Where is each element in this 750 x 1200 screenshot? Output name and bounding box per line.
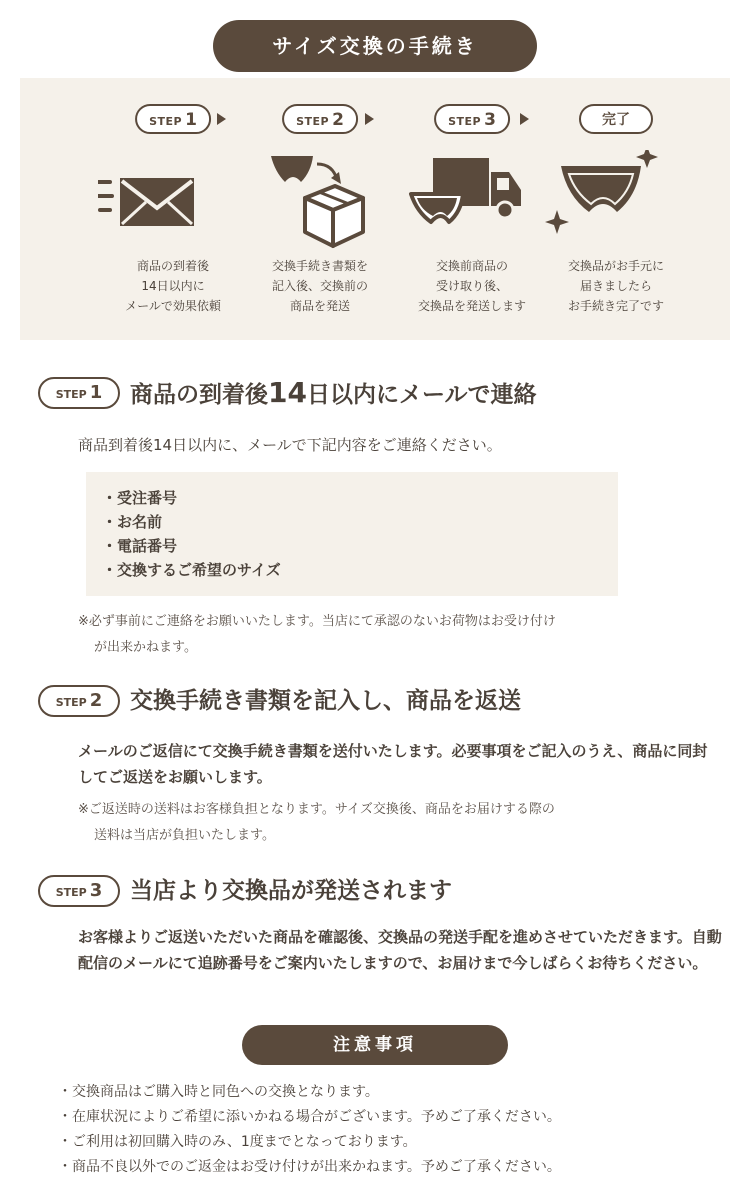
- step2-note: ※ご返送時の送料はお客様負担となります。サイズ交換後、商品をお届けする際の 送料は当店が負担いたします。: [78, 802, 555, 843]
- flow-step-3-description: 交換前商品の 受け取り後、 交換品を発送します: [417, 259, 526, 313]
- notice-list: [58, 1080, 738, 1180]
- truck-icon: [397, 150, 547, 250]
- notice-item: ・ご利用は初回購入時のみ、1度までとなっております。: [58, 1134, 417, 1150]
- flow-step-label: STEP: [448, 115, 482, 128]
- flow-arrow-icon: [217, 113, 226, 125]
- flow-step-3-badge: [434, 104, 510, 134]
- info-item: ・交換するご希望のサイズ: [102, 561, 281, 579]
- info-item: ・電話番号: [102, 537, 178, 555]
- flow-arrow-icon: [365, 113, 374, 125]
- step3-body: お客様よりご返送いただいた商品を確認後、交換品の発送手配を進めさせていただきます。自動配信のメールにて追跡番号をご案内いたしますので、お届けまで今しばらくお待ちください。: [78, 928, 722, 972]
- flow-step-complete: [541, 78, 691, 340]
- step1-title: 商品の到着後14日以内にメールで連絡: [130, 376, 537, 409]
- step1-body: 商品到着後14日以内に、メールで下記内容をご連絡ください。: [78, 436, 502, 454]
- info-item: ・受注番号: [102, 489, 178, 507]
- step1-badge: STEP 1: [38, 377, 120, 409]
- step2-title: 交換手続き書類を記入し、商品を返送: [130, 688, 521, 714]
- flow-step-label: STEP: [296, 115, 330, 128]
- page-title: サイズ交換の手続き: [213, 20, 537, 72]
- step3-title: 当店より交換品が発送されます: [130, 878, 452, 904]
- mail-icon: [98, 150, 248, 250]
- flow-step-number: 3: [484, 110, 496, 130]
- notice-title: 注意事項: [242, 1025, 508, 1065]
- step2-badge: STEP 2: [38, 685, 120, 717]
- required-info-box: [86, 472, 618, 596]
- flow-step-2-description: 交換手続き書類を 記入後、交換前の 商品を発送: [271, 259, 368, 313]
- notice-item: ・在庫状況によりご希望に添いかねる場合がございます。予めご了承ください。: [58, 1109, 561, 1125]
- flow-step-1-badge: [135, 104, 211, 134]
- notice-item: ・商品不良以外でのご返金はお受け付けが出来かねます。予めご了承ください。: [58, 1159, 561, 1175]
- notice-item: ・交換商品はご購入時と同色への交換となります。: [58, 1084, 379, 1100]
- flow-step-number: 2: [332, 110, 344, 130]
- flow-step-2-badge: [282, 104, 358, 134]
- flow-complete-badge: 完了: [579, 104, 653, 134]
- underwear-sparkle-icon: [541, 150, 691, 250]
- flow-step-label: STEP: [149, 115, 183, 128]
- flow-complete-description: 交換品がお手元に 届きましたら お手続き完了です: [567, 259, 664, 313]
- flow-step-1-description: 商品の到着後 14日以内に メールで効果依頼: [125, 259, 221, 313]
- flow-arrow-icon: [520, 113, 529, 125]
- flow-step-number: 1: [185, 110, 197, 130]
- info-item: ・お名前: [102, 513, 163, 531]
- step1-note: ※必ず事前にご連絡をお願いいたします。当店にて承認のないお荷物はお受け付け が出来かねます。: [78, 614, 556, 655]
- box-icon: [245, 150, 395, 250]
- exchange-flow-panel: [20, 78, 730, 340]
- step2-body: メールのご返信にて交換手続き書類を送付いたします。必要事項をご記入のうえ、商品に同封してご返送をお願いします。: [78, 742, 708, 786]
- step3-badge: STEP 3: [38, 875, 120, 907]
